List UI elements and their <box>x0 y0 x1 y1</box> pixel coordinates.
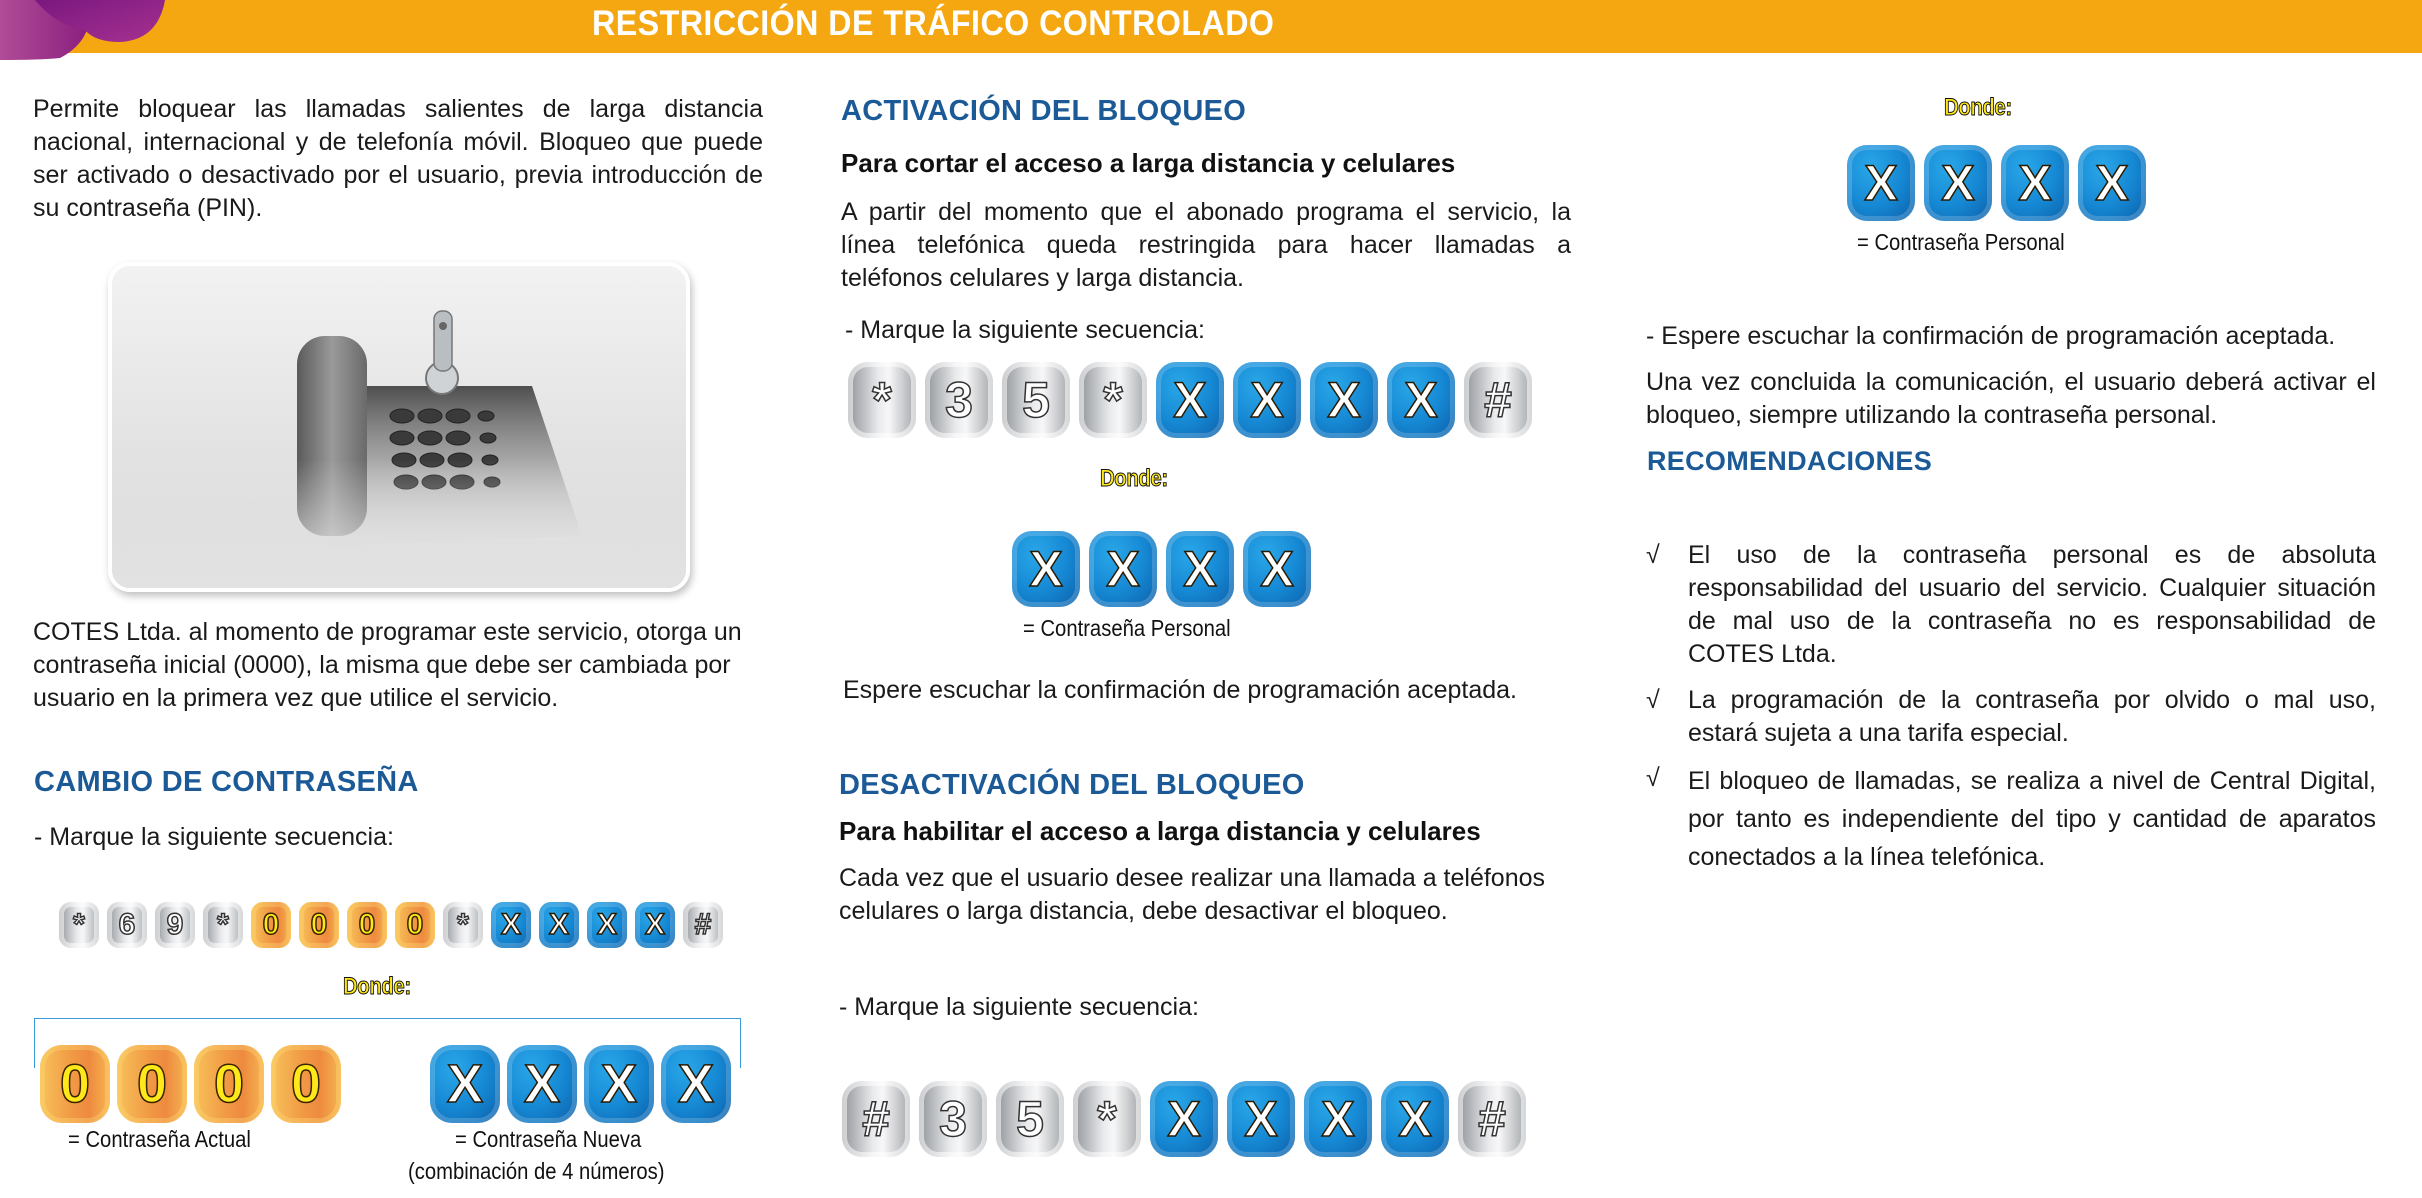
key-current-digit: 0 <box>194 1045 264 1123</box>
current-password-keys <box>40 1045 348 1123</box>
key-new-digit: X <box>491 902 531 948</box>
key-current-digit: 0 <box>395 902 435 948</box>
key-personal-digit: X <box>1847 145 1915 221</box>
key-personal-digit: X <box>1304 1081 1372 1157</box>
key-personal-digit: X <box>1089 531 1157 607</box>
key-personal-digit: X <box>1166 531 1234 607</box>
key-6: 6 <box>107 902 147 948</box>
personal-password-caption: = Contraseña Personal <box>1857 229 2065 255</box>
personal-password-keys <box>1847 145 2155 221</box>
intro-paragraph: Permite bloquear las llamadas salientes de larga distancia nacional, internacional y de telefonía móvil. Bloqueo que puede ser activado o desactivado por el usuario, previa introducción de su contraseña (PIN). <box>33 95 763 222</box>
activacion-subtitle: Para cortar el acceso a larga distancia y celulares <box>841 148 1456 178</box>
desactivacion-subtitle: Para habilitar el acceso a larga distancia y celulares <box>839 816 1481 846</box>
key-hash: # <box>683 902 723 948</box>
recommendation-text: La programación de la contraseña por olvido o mal uso, estará sujeta a una tarifa especial. <box>1688 686 2376 747</box>
key-personal-digit: X <box>1387 362 1455 438</box>
section-title-activacion: ACTIVACIÓN DEL BLOQUEO <box>841 95 1247 127</box>
donde-label: Donde: <box>1100 465 1168 492</box>
key-hash: # <box>1458 1081 1526 1157</box>
column3-paragraph: Una vez concluida la comunicación, el usuario deberá activar el bloqueo, siempre utilizando la contraseña personal. <box>1646 368 2376 429</box>
key-asterisk: * <box>1073 1081 1141 1157</box>
key-hash: # <box>842 1081 910 1157</box>
cambio-instruction: - Marque la siguiente secuencia: <box>34 823 394 851</box>
key-asterisk: * <box>848 362 916 438</box>
key-current-digit: 0 <box>251 902 291 948</box>
key-new-digit: X <box>587 902 627 948</box>
key-5: 5 <box>996 1081 1064 1157</box>
key-new-digit: X <box>430 1045 500 1123</box>
key-current-digit: 0 <box>347 902 387 948</box>
key-personal-digit: X <box>1310 362 1378 438</box>
personal-password-keys <box>1012 531 1320 607</box>
key-current-digit: 0 <box>117 1045 187 1123</box>
key-personal-digit: X <box>2078 145 2146 221</box>
key-personal-digit: X <box>1012 531 1080 607</box>
key-new-digit: X <box>584 1045 654 1123</box>
desactivacion-instruction: - Marque la siguiente secuencia: <box>839 993 1199 1021</box>
recommendation-item <box>1646 539 2376 671</box>
key-asterisk: * <box>443 902 483 948</box>
key-personal-digit: X <box>2001 145 2069 221</box>
header-bar <box>0 0 2422 53</box>
recommendation-text: El uso de la contraseña personal es de absoluta responsabilidad del usuario del servicio. Cualquier situación de mal uso de la contraseña no es responsabilidad de COTES Ltda. <box>1688 541 2376 668</box>
current-password-caption: = Contraseña Actual <box>68 1126 251 1152</box>
key-new-digit: X <box>635 902 675 948</box>
key-personal-digit: X <box>1150 1081 1218 1157</box>
desactivacion-sequence <box>842 1081 1535 1157</box>
column3-confirm: - Espere escuchar la confirmación de programación aceptada. <box>1646 322 2336 350</box>
key-personal-digit: X <box>1227 1081 1295 1157</box>
key-hash: # <box>1464 362 1532 438</box>
brand-swoosh-icon <box>0 0 170 60</box>
donde-label: Donde: <box>1944 94 2012 121</box>
key-new-digit: X <box>507 1045 577 1123</box>
key-current-digit: 0 <box>299 902 339 948</box>
key-personal-digit: X <box>1381 1081 1449 1157</box>
recommendation-text: El bloqueo de llamadas, se realiza a nivel de Central Digital, por tanto es independiente del tipo y cantidad de aparatos conectados a la línea telefónica. <box>1688 767 2376 871</box>
key-personal-digit: X <box>1924 145 1992 221</box>
cambio-sequence <box>59 902 731 948</box>
desactivacion-paragraph: Cada vez que el usuario desee realizar una llamada a teléfonos celulares o larga distancia, debe desactivar el bloqueo. <box>839 864 1546 925</box>
activacion-instruction: - Marque la siguiente secuencia: <box>845 316 1205 344</box>
donde-label: Donde: <box>343 973 411 1000</box>
section-title-cambio: CAMBIO DE CONTRASEÑA <box>34 766 419 798</box>
activacion-confirm: Espere escuchar la confirmación de programación aceptada. <box>843 676 1517 704</box>
activacion-paragraph: A partir del momento que el abonado programa el servicio, la línea telefónica queda restringida para hacer llamadas a teléfonos celulares y larga distancia. <box>841 198 1571 292</box>
initial-password-note: COTES Ltda. al momento de programar este servicio, otorga un contraseña inicial (0000), la misma que debe ser cambiada por usuario en la primera vez que utilice el servicio. <box>33 618 742 712</box>
personal-password-caption: = Contraseña Personal <box>1023 615 1231 641</box>
check-icon: √ <box>1646 764 1660 792</box>
section-title-recomendaciones: RECOMENDACIONES <box>1647 446 1933 476</box>
recommendation-item <box>1646 684 2376 750</box>
new-password-caption: = Contraseña Nueva <box>455 1126 642 1152</box>
key-new-digit: X <box>661 1045 731 1123</box>
key-9: 9 <box>155 902 195 948</box>
recommendation-item <box>1646 762 2376 876</box>
key-asterisk: * <box>59 902 99 948</box>
key-personal-digit: X <box>1243 531 1311 607</box>
activacion-sequence <box>848 362 1541 438</box>
new-password-keys <box>430 1045 738 1123</box>
key-new-digit: X <box>539 902 579 948</box>
locked-phone-image <box>108 262 690 592</box>
key-asterisk: * <box>203 902 243 948</box>
key-personal-digit: X <box>1156 362 1224 438</box>
key-3: 3 <box>925 362 993 438</box>
check-icon: √ <box>1646 686 1660 714</box>
key-5: 5 <box>1002 362 1070 438</box>
phone-with-key-icon <box>112 266 686 588</box>
section-title-desactivacion: DESACTIVACIÓN DEL BLOQUEO <box>839 769 1305 801</box>
key-current-digit: 0 <box>40 1045 110 1123</box>
key-current-digit: 0 <box>271 1045 341 1123</box>
check-icon: √ <box>1646 541 1660 569</box>
page-title: RESTRICCIÓN DE TRÁFICO CONTROLADO <box>592 4 1275 43</box>
key-asterisk: * <box>1079 362 1147 438</box>
new-password-caption-detail: (combinación de 4 números) <box>408 1158 665 1184</box>
key-personal-digit: X <box>1233 362 1301 438</box>
key-3: 3 <box>919 1081 987 1157</box>
